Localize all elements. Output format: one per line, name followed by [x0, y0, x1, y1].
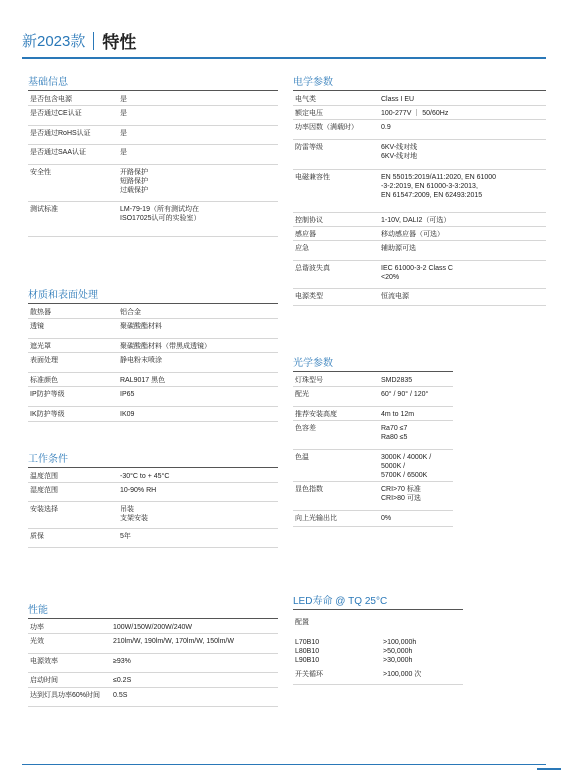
- optical-title-rule: [293, 371, 453, 372]
- spec-value: >100,000h >50,000h >30,000h: [383, 639, 417, 664]
- spec-value: 移动感应器（可选）: [381, 231, 444, 238]
- spec-value: 6KV-线对线 6KV-线对地: [381, 144, 418, 160]
- spec-value: 4m to 12m: [381, 411, 415, 418]
- performance-section: [28, 604, 278, 707]
- spec-key: 防雷等级: [295, 144, 323, 151]
- electrical-section-title: 电学参数: [293, 77, 333, 88]
- spec-value: Class I EU: [381, 96, 415, 103]
- working-conditions-section: [28, 453, 278, 548]
- spec-row: [293, 170, 546, 213]
- spec-row: [28, 126, 278, 145]
- spec-value: 1-10V, DALI2（可选）: [381, 217, 451, 224]
- spec-value: 5年: [120, 533, 131, 540]
- spec-key: 功率因数（满载时）: [295, 124, 358, 131]
- spec-row: [28, 654, 278, 673]
- spec-row: [28, 469, 278, 483]
- spec-key: 额定电压: [295, 110, 323, 117]
- material-title-rule: [28, 303, 278, 304]
- spec-value: 0.5S: [113, 692, 128, 699]
- spec-row: [28, 620, 278, 634]
- spec-key: 表面处理: [30, 357, 58, 364]
- spec-row: [28, 634, 278, 654]
- spec-row: [293, 511, 453, 527]
- spec-key: 测试标准: [30, 206, 58, 213]
- spec-key: 湿度范围: [30, 487, 58, 494]
- spec-key: 是否通过SAA认证: [30, 149, 87, 156]
- spec-row: [28, 373, 278, 387]
- spec-value: 铝合金: [120, 309, 141, 316]
- spec-value: 60° / 90° / 120°: [381, 391, 429, 398]
- spec-row: [28, 202, 278, 237]
- spec-row: [28, 165, 278, 202]
- spec-key: 启动时间: [30, 677, 58, 684]
- spec-row: [28, 529, 278, 548]
- spec-value: ≥93%: [113, 658, 131, 665]
- spec-value: 是: [120, 149, 127, 156]
- material-section-title: 材质和表面处理: [28, 290, 98, 301]
- spec-row: [293, 421, 453, 450]
- spec-key: 应急: [295, 245, 309, 252]
- performance-section-title: 性能: [28, 605, 48, 616]
- spec-row: [293, 261, 546, 289]
- spec-row: [28, 145, 278, 165]
- working-title-rule: [28, 467, 278, 468]
- spec-value: 恒流电源: [381, 293, 409, 300]
- spec-value: Ra70 ≤7 Ra80 ≤5: [381, 425, 408, 441]
- spec-row: [28, 319, 278, 339]
- spec-row: [293, 106, 546, 120]
- spec-value: IK09: [120, 411, 135, 418]
- spec-key: 电气类: [295, 96, 316, 103]
- header-rule: [22, 57, 546, 59]
- spec-row: [293, 213, 546, 227]
- spec-value: 210lm/W, 190lm/W, 170lm/W, 150lm/W: [113, 638, 234, 645]
- spec-row: [28, 502, 278, 529]
- spec-key: 质保: [30, 533, 44, 540]
- spec-value: 100-277V ｜ 50/60Hz: [381, 110, 449, 117]
- spec-row: [293, 241, 546, 261]
- spec-value: IEC 61000-3-2 Class C <20%: [381, 265, 453, 281]
- spec-value: 聚碳酸酯材料（带黑成透镜）: [120, 343, 211, 350]
- spec-key: 推荐安装高度: [295, 411, 337, 418]
- spec-key: 配光: [295, 391, 309, 398]
- spec-key: 灯珠型号: [295, 377, 323, 384]
- basic-title-rule: [28, 90, 278, 91]
- spec-key: 电磁兼容性: [295, 174, 330, 181]
- spec-value: LM-79-19（所有测试均在 ISO17025认可的实验室）: [120, 206, 201, 222]
- spec-value: >100,000 次: [383, 671, 422, 678]
- footer-mark: [537, 768, 561, 770]
- electrical-title-rule: [293, 90, 546, 91]
- spec-value: CRI>70 标准 CRI>80 可选: [381, 486, 421, 502]
- series-label: 新2023款: [22, 33, 86, 50]
- spec-key: IP防护等级: [30, 391, 65, 398]
- spec-row: [293, 482, 453, 511]
- spec-value: 是: [120, 130, 127, 137]
- spec-value: 是: [120, 96, 127, 103]
- spec-row: [28, 339, 278, 353]
- spec-value: ≤0.2S: [113, 677, 132, 684]
- spec-row: [28, 305, 278, 319]
- spec-value: RAL9017 黑色: [120, 377, 166, 384]
- spec-value: 3000K / 4000K / 5000K / 5700K / 6500K: [381, 454, 432, 479]
- spec-key: 透镜: [30, 323, 44, 330]
- spec-value: 0%: [381, 515, 392, 522]
- spec-key: 是否通过RoHS认证: [30, 130, 91, 137]
- spec-row: [293, 667, 463, 685]
- lifetime-section: [293, 595, 463, 685]
- spec-key: 是否包含电源: [30, 96, 72, 103]
- spec-value: 10-90% RH: [120, 487, 157, 494]
- spec-value: 开路保护 短路保护 过载保护: [120, 169, 148, 194]
- spec-row: [293, 450, 453, 482]
- basic-section-title: 基础信息: [28, 77, 68, 88]
- spec-row: [293, 373, 453, 387]
- config-label: 配置: [295, 619, 309, 626]
- spec-row: [28, 106, 278, 126]
- spec-value: 100W/150W/200W/240W: [113, 624, 192, 631]
- spec-row: [293, 407, 453, 421]
- spec-key: 安全性: [30, 169, 51, 176]
- spec-key: 达到灯具功率60%时间: [30, 692, 101, 699]
- spec-key: 显色指数: [295, 486, 323, 493]
- footer-rule: [22, 764, 546, 765]
- spec-key: 光效: [30, 638, 44, 645]
- lifetime-title-rule: [293, 609, 463, 610]
- spec-value: 0.9: [381, 124, 391, 131]
- spec-value: 是: [120, 110, 127, 117]
- spec-row: [293, 140, 546, 170]
- spec-key: 向上光输出比: [295, 515, 337, 522]
- page-header: [22, 28, 136, 53]
- spec-value: 聚碳酸酯材料: [120, 323, 162, 330]
- working-section-title: 工作条件: [28, 454, 68, 465]
- header-divider: [93, 32, 94, 50]
- spec-key: 总谐波失真: [295, 265, 330, 272]
- spec-value: IP65: [120, 391, 135, 398]
- spec-key: 散热器: [30, 309, 51, 316]
- optical-section-title: 光学参数: [293, 358, 333, 369]
- spec-row: [293, 387, 453, 407]
- spec-row: [28, 353, 278, 373]
- spec-row: [293, 120, 546, 140]
- spec-key: 电源效率: [30, 658, 58, 665]
- spec-key: 遮光罩: [30, 343, 51, 350]
- spec-row: [28, 483, 278, 502]
- spec-value: 吊装 支架安装: [120, 506, 148, 522]
- spec-key: IK防护等级: [30, 411, 65, 418]
- spec-value: EN 55015:2019/A11:2020, EN 61000 -3-2:2019, EN 61000-3-3:2013, EN 61547:2009, EN 62493:2015: [381, 174, 497, 199]
- spec-key: 标准颜色: [30, 377, 58, 384]
- spec-row: [28, 92, 278, 106]
- spec-key: 控制协议: [295, 217, 323, 224]
- spec-key: 电源类型: [295, 293, 323, 300]
- spec-value: SMD2835: [381, 377, 413, 384]
- spec-key: 功率: [30, 624, 44, 631]
- spec-value: -30°C to + 45°C: [120, 473, 170, 480]
- spec-key: 温度范围: [30, 473, 58, 480]
- page-title: 特性: [102, 33, 137, 52]
- spec-key: 感应器: [295, 231, 316, 238]
- spec-row: [28, 688, 278, 707]
- spec-row: [28, 387, 278, 407]
- spec-row: [28, 407, 278, 422]
- basic-info-section: [28, 76, 278, 237]
- spec-row: [293, 227, 546, 241]
- spec-key: 是否通过CE认证: [30, 110, 82, 117]
- spec-value: 辅助源可选: [381, 245, 416, 252]
- spec-key: 开关循环: [295, 671, 323, 678]
- spec-key: 色容差: [295, 425, 316, 432]
- performance-title-rule: [28, 618, 278, 619]
- lifetime-section-title: LED寿命 @ TQ 25°C: [293, 596, 388, 607]
- optical-section: [293, 357, 453, 527]
- spec-row: [28, 673, 278, 688]
- material-section: [28, 289, 278, 422]
- spec-key: L70B10 L80B10 L90B10: [295, 639, 320, 664]
- electrical-section: [293, 76, 546, 306]
- spec-key: 安装选择: [30, 506, 58, 513]
- spec-row: [293, 635, 463, 667]
- spec-value: 静电粉末喷涂: [120, 357, 162, 364]
- spec-row: [293, 289, 546, 306]
- spec-row: [293, 92, 546, 106]
- spec-key: 色温: [295, 454, 309, 461]
